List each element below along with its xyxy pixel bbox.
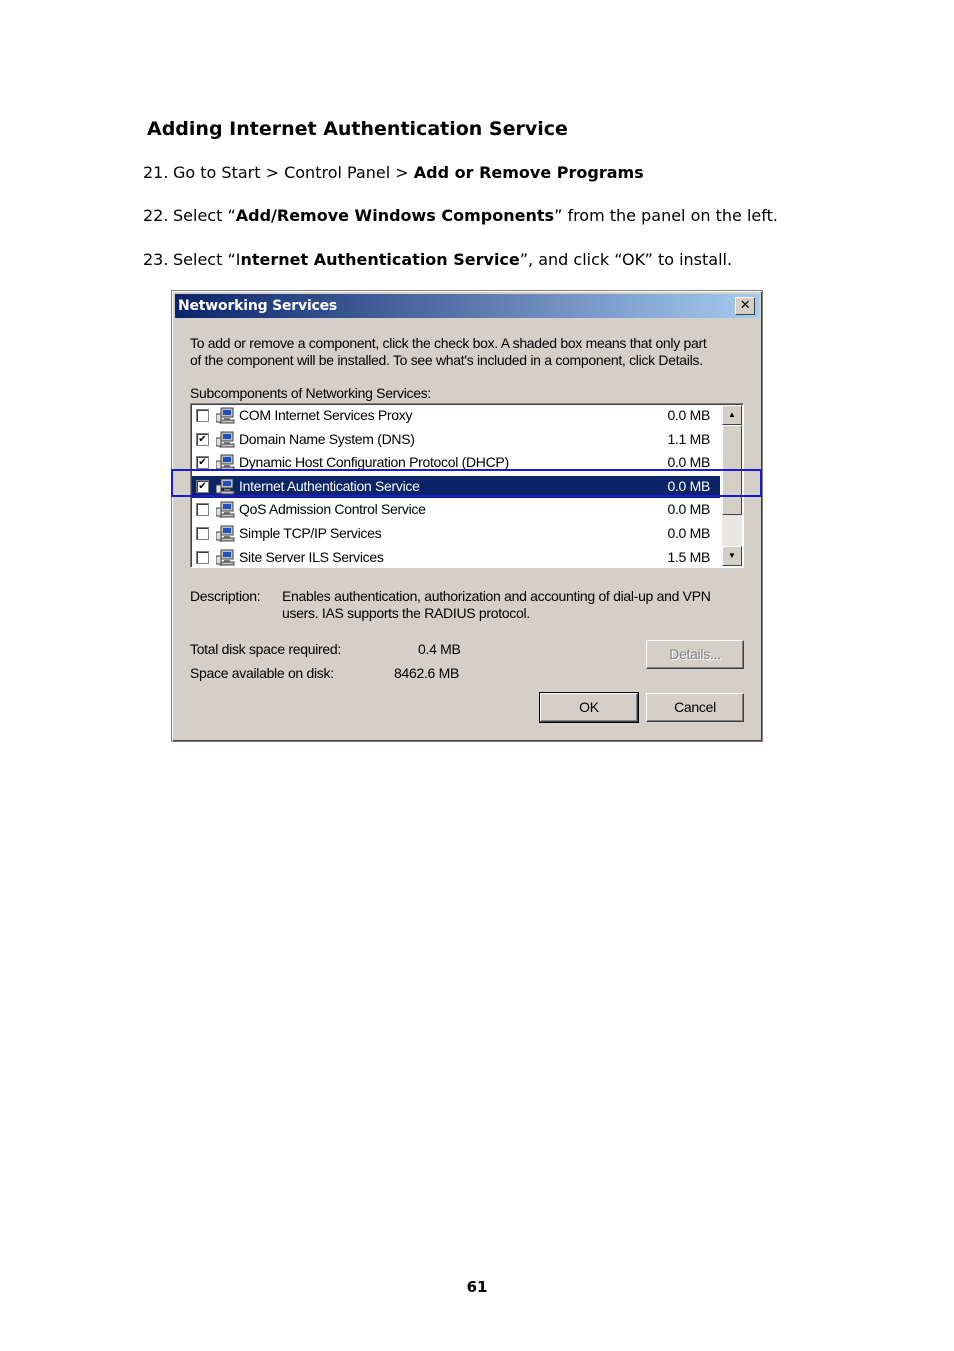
checkbox-unchecked[interactable] <box>196 409 209 422</box>
disk-available-label: Space available on disk: <box>190 665 334 681</box>
disk-required-value: 0.4 MB <box>418 641 461 657</box>
checkbox-unchecked[interactable] <box>196 551 209 564</box>
ok-button[interactable]: OK <box>540 693 638 722</box>
dialog-titlebar[interactable] <box>175 294 759 318</box>
component-name: COM Internet Services Proxy <box>239 407 413 423</box>
list-item[interactable] <box>192 523 720 545</box>
disk-available-value: 8462.6 MB <box>394 665 460 681</box>
list-item[interactable] <box>192 547 720 568</box>
step-text: Select “ <box>173 206 236 225</box>
step-text-end: ”, and click “OK” to install. <box>519 250 733 269</box>
step-text-end: ” from the panel on the left. <box>554 206 778 225</box>
selection-highlight-box <box>171 469 762 497</box>
description-line-1: Enables authentication, authorization and accounting of dial-up and VPN <box>282 588 711 604</box>
component-name: QoS Admission Control Service <box>239 501 426 518</box>
step-bold-text: nternet Authentication Service <box>240 250 520 269</box>
component-name: Simple TCP/IP Services <box>239 525 382 541</box>
dialog-title: Networking Services <box>178 298 338 314</box>
component-name: Dynamic Host Configuration Protocol (DHCP) <box>239 454 509 471</box>
step-bold-text: Add/Remove Windows Components <box>235 206 555 225</box>
component-name: Domain Name System (DNS) <box>239 430 415 447</box>
description-line-2: users. IAS supports the RADIUS protocol. <box>282 605 530 621</box>
instructions-line-1: To add or remove a component, click the check box. A shaded box means that only part <box>190 335 707 351</box>
list-item[interactable] <box>192 405 720 427</box>
step-number: 21. <box>143 163 169 182</box>
component-size: 0.0 MB <box>667 454 710 471</box>
checkbox-checked[interactable]: ✔ <box>196 480 209 493</box>
checkbox-checked[interactable]: ✔ <box>196 433 209 446</box>
component-name: Internet Authentication Service <box>239 477 420 494</box>
scroll-up-arrow-icon[interactable]: ▲ <box>722 405 742 425</box>
step-23 <box>143 250 732 269</box>
network-computer-icon <box>216 431 236 449</box>
step-bold-text: Add or Remove Programs <box>413 163 644 182</box>
subcomponents-label: Subcomponents of Networking Services: <box>190 385 432 401</box>
checkbox-unchecked[interactable] <box>196 503 209 516</box>
checkbox-checked[interactable]: ✔ <box>196 456 209 469</box>
list-item[interactable] <box>192 499 720 521</box>
step-number: 23. <box>143 250 169 269</box>
component-size: 0.0 MB <box>667 407 710 423</box>
component-size: 0.0 MB <box>667 525 710 541</box>
cancel-button[interactable]: Cancel <box>646 693 744 722</box>
step-text: Go to Start > Control Panel > <box>173 163 414 182</box>
page-number: 61 <box>466 1278 488 1296</box>
step-22 <box>143 206 778 225</box>
component-size: 1.5 MB <box>667 548 710 565</box>
network-computer-icon <box>216 407 236 425</box>
network-computer-icon <box>216 525 236 543</box>
step-21 <box>143 163 644 182</box>
checkbox-unchecked[interactable] <box>196 527 209 540</box>
component-size: 1.1 MB <box>667 430 710 447</box>
description-label: Description: <box>190 588 261 604</box>
list-item[interactable] <box>192 429 720 451</box>
step-number: 22. <box>143 206 169 225</box>
network-computer-icon <box>216 501 236 519</box>
component-name: Site Server ILS Services <box>239 548 384 565</box>
close-button[interactable]: ✕ <box>735 297 755 315</box>
instructions-line-2: of the component will be installed. To see what's included in a component, click Details. <box>190 352 703 368</box>
component-size: 0.0 MB <box>667 477 710 494</box>
network-computer-icon <box>216 549 236 567</box>
disk-required-label: Total disk space required: <box>190 641 341 657</box>
component-size: 0.0 MB <box>667 501 710 518</box>
networking-services-dialog <box>171 290 763 742</box>
step-text: Select “I <box>173 250 241 269</box>
scroll-down-arrow-icon[interactable]: ▼ <box>722 546 742 566</box>
details-button[interactable]: Details... <box>646 640 744 669</box>
section-heading: Adding Internet Authentication Service <box>147 118 568 140</box>
